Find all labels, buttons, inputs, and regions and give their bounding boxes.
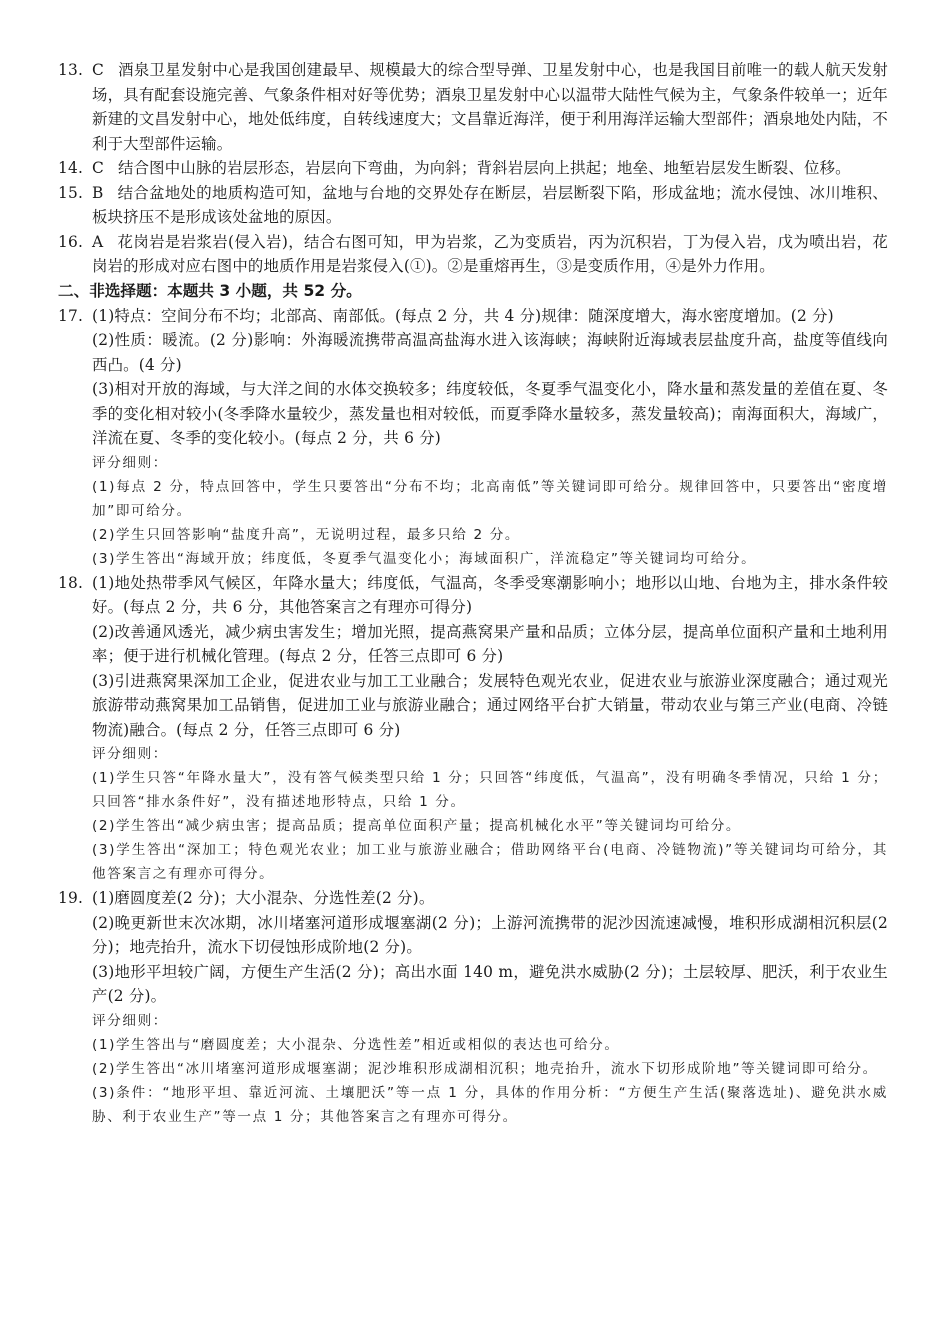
answer-part: (2)晚更新世末次冰期，冰川堵塞河道形成堰塞湖(2 分)；上游河流携带的泥沙因流速减慢，堆积形成湖相沉积层(2 分)；地壳抬升，流水下切侵蚀形成阶地(2 分)。	[92, 913, 888, 956]
answer-explanation: 花岗岩是岩浆岩(侵入岩)，结合右图可知，甲为岩浆，乙为变质岩，丙为沉积岩，丁为侵入岩，戊为喷出岩，花岗岩的形成对应右图中的地质作用是岩浆侵入(①)。②是重熔再生，③是变质作用，④是外力作用。	[92, 232, 888, 275]
answer-17	[58, 304, 888, 571]
answer-part: (1)地处热带季风气候区，年降水量大；纬度低，气温高，冬季受寒潮影响小；地形以山地、台地为主，排水条件较好。(每点 2 分，共 6 分，其他答案言之有理亦可得分)	[92, 573, 888, 616]
choice-answer: C	[92, 61, 104, 79]
question-number: 13.	[58, 61, 84, 79]
grading-note: (2)学生答出“减少病虫害；提高品质；提高单位面积产量；提高机械化水平”等关键词均可给分。	[92, 818, 742, 834]
choice-answer: B	[92, 183, 104, 202]
answer-16	[58, 230, 888, 279]
grading-note: (1)学生只答“年降水量大”，没有答气候类型只给 1 分；只回答“纬度低，气温高”，没有明确冬季情况，只给 1 分；只回答“排水条件好”，没有描述地形特点，只给 1 分。	[92, 770, 888, 810]
question-number: 19.	[58, 889, 84, 907]
section-heading: 二、非选择题：本题共 3 小题，共 52 分。	[58, 281, 362, 300]
answer-19	[58, 886, 888, 1129]
grading-note: (3)学生答出“海域开放；纬度低，冬夏季气温变化小；海域面积广，洋流稳定”等关键词均可给分。	[92, 550, 757, 567]
question-number: 16.	[58, 232, 84, 251]
answer-explanation: 结合图中山脉的岩层形态，岩层向下弯曲，为向斜；背斜岩层向上拱起；地垒、地堑岩层发生断裂、位移。	[117, 159, 851, 177]
answer-part: (3)地形平坦较广阔，方便生产生活(2 分)；高出水面 140 m，避免洪水威胁(2 分)；土层较厚、肥沃，利于农业生产(2 分)。	[92, 962, 888, 1005]
question-number: 18.	[58, 573, 84, 592]
answer-13	[58, 58, 888, 156]
choice-answer: C	[92, 159, 104, 177]
answer-15	[58, 181, 888, 230]
answer-part: (3)相对开放的海域，与大洋之间的水体交换较多；纬度较低，冬夏季气温变化小，降水量和蒸发量的差值在夏、冬季的变化相对较小(冬季降水量较少，蒸发量也相对较低，而夏季降水量较多，蒸发量较高)；南海面积大，海域广，洋流在夏、冬季的变化较小。(每点 2 分，共 6 分)	[92, 380, 888, 447]
answer-18	[58, 571, 888, 887]
answer-part: (2)性质：暖流。(2 分)影响：外海暖流携带高温高盐海水进入该海峡；海峡附近海域表层盐度升高，盐度等值线向西凸。(4 分)	[92, 331, 888, 374]
answer-part: (1)磨圆度差(2 分)；大小混杂、分选性差(2 分)。	[92, 889, 435, 907]
question-number: 17.	[58, 306, 84, 325]
grading-note: (3)条件：“地形平坦、靠近河流、土壤肥沃”等一点 1 分，具体的作用分析：“方便生产生活(聚落选址)、避免洪水威胁、利于农业生产”等一点 1 分；其他答案言之有理亦可得分。	[92, 1084, 888, 1125]
answer-explanation: 结合盆地处的地质构造可知，盆地与台地的交界处存在断层，岩层断裂下陷，形成盆地；流水侵蚀、冰川堆积、板块挤压不是形成该处盆地的原因。	[92, 183, 888, 226]
answer-part: (3)引进燕窝果深加工企业，促进农业与加工工业融合；发展特色观光农业，促进农业与旅游业深度融合；通过观光旅游带动燕窝果加工品销售，促进加工业与旅游业融合；通过网络平台扩大销量，带动农业与第三产业(电商、冷链物流)融合。(每点 2 分，任答三点即可 6 分)	[92, 671, 888, 739]
grading-notes-heading: 评分细则：	[92, 1012, 168, 1029]
choice-answer: A	[92, 232, 104, 251]
grading-notes-heading: 评分细则：	[92, 454, 168, 471]
grading-note: (1)每点 2 分，特点回答中，学生只要答出“分布不均；北高南低”等关键词即可给分。规律回答中，只要答出“密度增加”即可给分。	[92, 478, 888, 519]
question-number: 14.	[58, 159, 84, 177]
grading-note: (3)学生答出“深加工；特色观光农业；加工业与旅游业融合；借助网络平台(电商、冷链物流)”等关键词均可给分，其他答案言之有理亦可得分。	[92, 842, 888, 882]
grading-note: (2)学生只回答影响“盐度升高”，无说明过程，最多只给 2 分。	[92, 526, 521, 543]
answer-14	[58, 156, 888, 181]
answer-part: (2)改善通风透光，减少病虫害发生；增加光照，提高燕窝果产量和品质；立体分层，提高单位面积产量和土地利用率；便于进行机械化管理。(每点 2 分，任答三点即可 6 分)	[92, 622, 888, 665]
answer-part: (1)特点：空间分布不均；北部高、南部低。(每点 2 分，共 4 分)规律：随深度增大，海水密度增加。(2 分)	[92, 306, 834, 325]
answer-explanation: 酒泉卫星发射中心是我国创建最早、规模最大的综合型导弹、卫星发射中心，也是我国目前唯一的载人航天发射场，具有配套设施完善、气象条件相对好等优势；酒泉卫星发射中心以温带大陆性气候为主，气象条件较单一；近年新建的文昌发射中心，地处低纬度，自转线速度大；文昌靠近海洋，便于利用海洋运输大型部件；酒泉地处内陆，不利于大型部件运输。	[92, 61, 888, 153]
question-number: 15.	[58, 183, 84, 202]
grading-note: (1)学生答出与“磨圆度差；大小混杂、分选性差”相近或相似的表达也可给分。	[92, 1036, 620, 1053]
grading-notes-heading: 评分细则：	[92, 746, 168, 762]
grading-note: (2)学生答出“冰川堵塞河道形成堰塞湖；泥沙堆积形成湖相沉积；地壳抬升，流水下切形成阶地”等关键词即可给分。	[92, 1060, 878, 1077]
